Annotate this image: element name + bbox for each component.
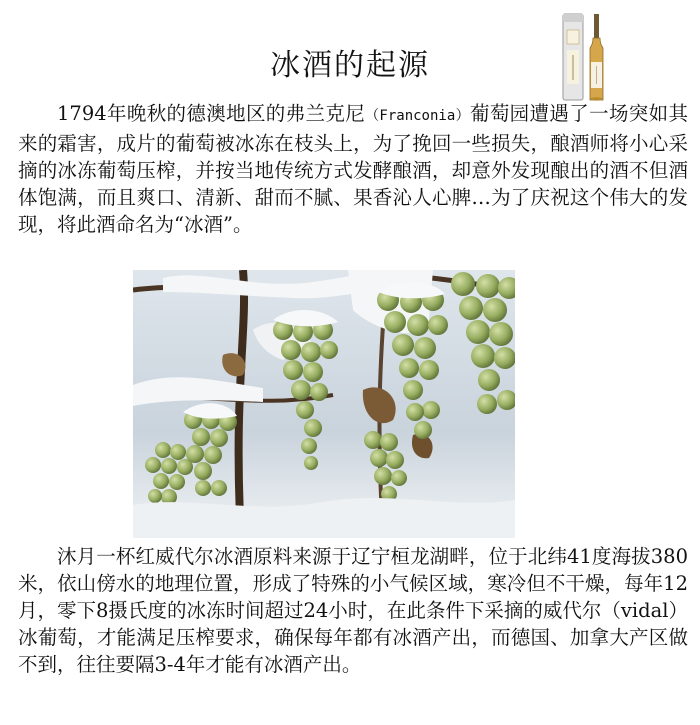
gift-tube-icon <box>563 14 583 100</box>
origin-year: 1794 <box>57 102 107 125</box>
source-paragraph: 沐月一杯红威代尔冰酒原料来源于辽宁桓龙湖畔，位于北纬41度海拔380米，依山傍水的地理位置，形成了特殊的小气候区域，寒冷但不干燥，每年12月，零下8摄氏度的冰冻时间超过24小时，在此条件下采摘的威代尔（vidal）冰葡萄，才能满足压榨要求，确保每年都有冰酒产出，而德国、加拿大产区做不到，往往要隔3-4年才能有冰酒产出。 <box>18 545 688 676</box>
ice-wine-product-image <box>560 10 680 105</box>
origin-text-rest: 葡萄园遭遇了一场突如其来的霜害，成片的葡萄被冰冻在枝头上，为了挽回一些损失，酿酒师将小心采摘的冰冻葡萄压榨，并按当地传统方式发酵酿酒，却意外发现酿出的酒不但酒体饱满，而且爽口、清新、甜而不腻、果香沁人心脾…为了庆祝这个伟大的发现，将此酒命名为“冰酒”。 <box>18 102 688 236</box>
origin-paragraph <box>18 100 688 238</box>
frozen-grapes-photo <box>133 270 515 538</box>
page-title: 冰酒的起源 <box>270 48 430 83</box>
origin-text-start: 年晚秋的德澳地区的弗兰克尼 <box>106 102 366 125</box>
origin-latin-name: （Franconia） <box>365 108 470 124</box>
ice-wine-bottle-icon <box>590 14 603 101</box>
